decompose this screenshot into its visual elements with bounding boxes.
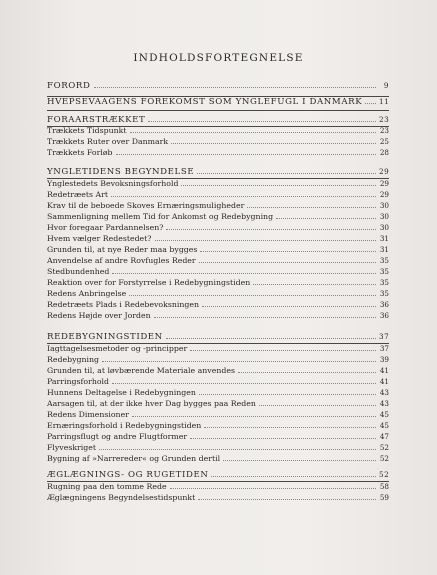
toc-label: Trækkets Forløb bbox=[47, 148, 113, 157]
toc-page: 45 bbox=[379, 421, 389, 430]
toc-page: 35 bbox=[379, 278, 389, 287]
toc-entry bbox=[47, 200, 389, 211]
toc-label: Sammenligning mellem Tid for Ankomst og Redebygning bbox=[47, 212, 274, 221]
page-title: INDHOLDSFORTEGNELSE bbox=[133, 52, 304, 64]
toc-page: 41 bbox=[379, 377, 389, 386]
toc-entry bbox=[47, 387, 389, 398]
toc-heading bbox=[47, 80, 389, 91]
toc-page: 29 bbox=[379, 190, 389, 199]
toc-page: 37 bbox=[379, 332, 390, 341]
toc-page: 59 bbox=[379, 493, 389, 502]
toc-page: 45 bbox=[379, 410, 389, 419]
toc-label: Redens Højde over Jorden bbox=[47, 311, 151, 320]
toc-entry bbox=[47, 409, 389, 420]
toc-entry bbox=[47, 211, 389, 222]
toc-page: 9 bbox=[383, 81, 389, 90]
toc-page: 37 bbox=[379, 344, 389, 353]
toc-page: 47 bbox=[379, 432, 389, 441]
toc-label: Hvor foregaar Pardannelsen? bbox=[47, 223, 164, 232]
toc-entry bbox=[47, 481, 389, 492]
toc-label: Ernæringsforhold i Redebygningstiden bbox=[47, 421, 202, 430]
toc-entry bbox=[47, 136, 389, 147]
toc-page: 52 bbox=[379, 454, 389, 463]
toc-page: 52 bbox=[379, 443, 389, 452]
toc-entry bbox=[47, 178, 389, 189]
toc-label: Rugning paa den tomme Rede bbox=[47, 482, 167, 491]
toc-entry bbox=[47, 125, 389, 136]
toc-entry bbox=[47, 310, 389, 321]
toc-page: 23 bbox=[379, 115, 390, 124]
toc-entry bbox=[47, 222, 389, 233]
rule-2 bbox=[47, 110, 389, 111]
toc-label: Flyveskriget bbox=[47, 443, 97, 452]
toc-heading bbox=[47, 114, 389, 125]
toc-entry bbox=[47, 299, 389, 310]
toc-label: HVEPSEVAAGENS FOREKOMST SOM YNGLEFUGL I DANMARK bbox=[47, 97, 363, 107]
toc-heading bbox=[47, 331, 389, 342]
toc-page: 36 bbox=[379, 311, 389, 320]
toc-label: Stedbundenhed bbox=[47, 267, 110, 276]
toc-label: Redebygning bbox=[47, 355, 100, 364]
toc-label: Parringsflugt og andre Flugtformer bbox=[47, 432, 188, 441]
toc-page: 31 bbox=[379, 234, 389, 243]
toc-entry bbox=[47, 365, 389, 376]
toc-page: 30 bbox=[379, 201, 389, 210]
toc-label: Æglægningens Begyndelsestidspunkt bbox=[47, 493, 196, 502]
toc-entry bbox=[47, 431, 389, 442]
toc-label: FORORD bbox=[47, 81, 91, 91]
toc-entry bbox=[47, 277, 389, 288]
toc-page: 29 bbox=[379, 167, 390, 176]
toc-label: FORAARSTRÆKKET bbox=[47, 115, 146, 125]
toc-label: Reaktion over for Forstyrrelse i Redebygningstiden bbox=[47, 278, 251, 287]
toc-label: Krav til de beboede Skoves Ernæringsmuligheder bbox=[47, 201, 245, 210]
toc-label: Hvem vælger Redestedet? bbox=[47, 234, 152, 243]
toc-page: 35 bbox=[379, 256, 389, 265]
toc-label: Redens Dimensioner bbox=[47, 410, 129, 419]
toc-entry bbox=[47, 147, 389, 158]
toc-label: ÆGLÆGNINGS- OG RUGETIDEN bbox=[47, 470, 209, 480]
toc-page: 35 bbox=[379, 289, 389, 298]
toc-page: 31 bbox=[379, 245, 389, 254]
toc-page: 39 bbox=[379, 355, 389, 364]
toc-entry bbox=[47, 266, 389, 277]
toc-label: Parringsforhold bbox=[47, 377, 110, 386]
toc-label: Iagttagelsesmetoder og -principper bbox=[47, 344, 188, 353]
toc-label: Bygning af »Narrereder« og Grunden dertil bbox=[47, 454, 221, 463]
toc-label: Trækkets Tidspunkt bbox=[47, 126, 127, 135]
toc-entry bbox=[47, 189, 389, 200]
toc-entry bbox=[47, 288, 389, 299]
toc-page: 28 bbox=[379, 148, 389, 157]
toc-page: 25 bbox=[379, 137, 389, 146]
toc-heading bbox=[47, 469, 389, 480]
toc-heading bbox=[47, 96, 389, 107]
toc-page: 58 bbox=[379, 482, 389, 491]
toc-label: Ynglestedets Bevoksningsforhold bbox=[47, 179, 179, 188]
toc-page: 35 bbox=[379, 267, 389, 276]
toc-page: 43 bbox=[379, 399, 389, 408]
toc-entry bbox=[47, 343, 389, 354]
toc-label: Trækkets Ruter over Danmark bbox=[47, 137, 169, 146]
toc-page: 30 bbox=[379, 212, 389, 221]
toc-page: 23 bbox=[379, 126, 389, 135]
toc-page: 43 bbox=[379, 388, 389, 397]
toc-label: Hunnens Deltagelse i Redebygningen bbox=[47, 388, 196, 397]
toc-entry bbox=[47, 420, 389, 431]
toc-entry bbox=[47, 398, 389, 409]
toc-label: Redens Anbringelse bbox=[47, 289, 127, 298]
toc-heading bbox=[47, 166, 389, 177]
toc-page: 41 bbox=[379, 366, 389, 375]
toc-label: Aarsagen til, at der ikke hver Dag bygges paa Reden bbox=[47, 399, 256, 408]
toc-entry bbox=[47, 255, 389, 266]
toc-page: 29 bbox=[379, 179, 389, 188]
toc-label: REDEBYGNINGSTIDEN bbox=[47, 332, 163, 342]
toc-label: Grunden til, at nye Reder maa bygges bbox=[47, 245, 198, 254]
toc-entry bbox=[47, 354, 389, 365]
toc-page: 52 bbox=[379, 470, 390, 479]
toc-label: Grunden til, at løvbærende Materiale anvendes bbox=[47, 366, 235, 375]
toc-page: 30 bbox=[379, 223, 389, 232]
toc-label: YNGLETIDENS BEGYNDELSE bbox=[47, 167, 195, 177]
toc-entry bbox=[47, 492, 389, 503]
toc-entry bbox=[47, 453, 389, 464]
toc-entry bbox=[47, 376, 389, 387]
toc-page: 36 bbox=[379, 300, 389, 309]
toc-entry bbox=[47, 244, 389, 255]
toc-page: 11 bbox=[379, 97, 390, 106]
toc-label: Anvendelse af andre Rovfugles Reder bbox=[47, 256, 196, 265]
toc-label: Redetræets Art bbox=[47, 190, 108, 199]
toc-entry bbox=[47, 233, 389, 244]
toc-label: Redetræets Plads i Redebevoksningen bbox=[47, 300, 200, 309]
toc-entry bbox=[47, 442, 389, 453]
